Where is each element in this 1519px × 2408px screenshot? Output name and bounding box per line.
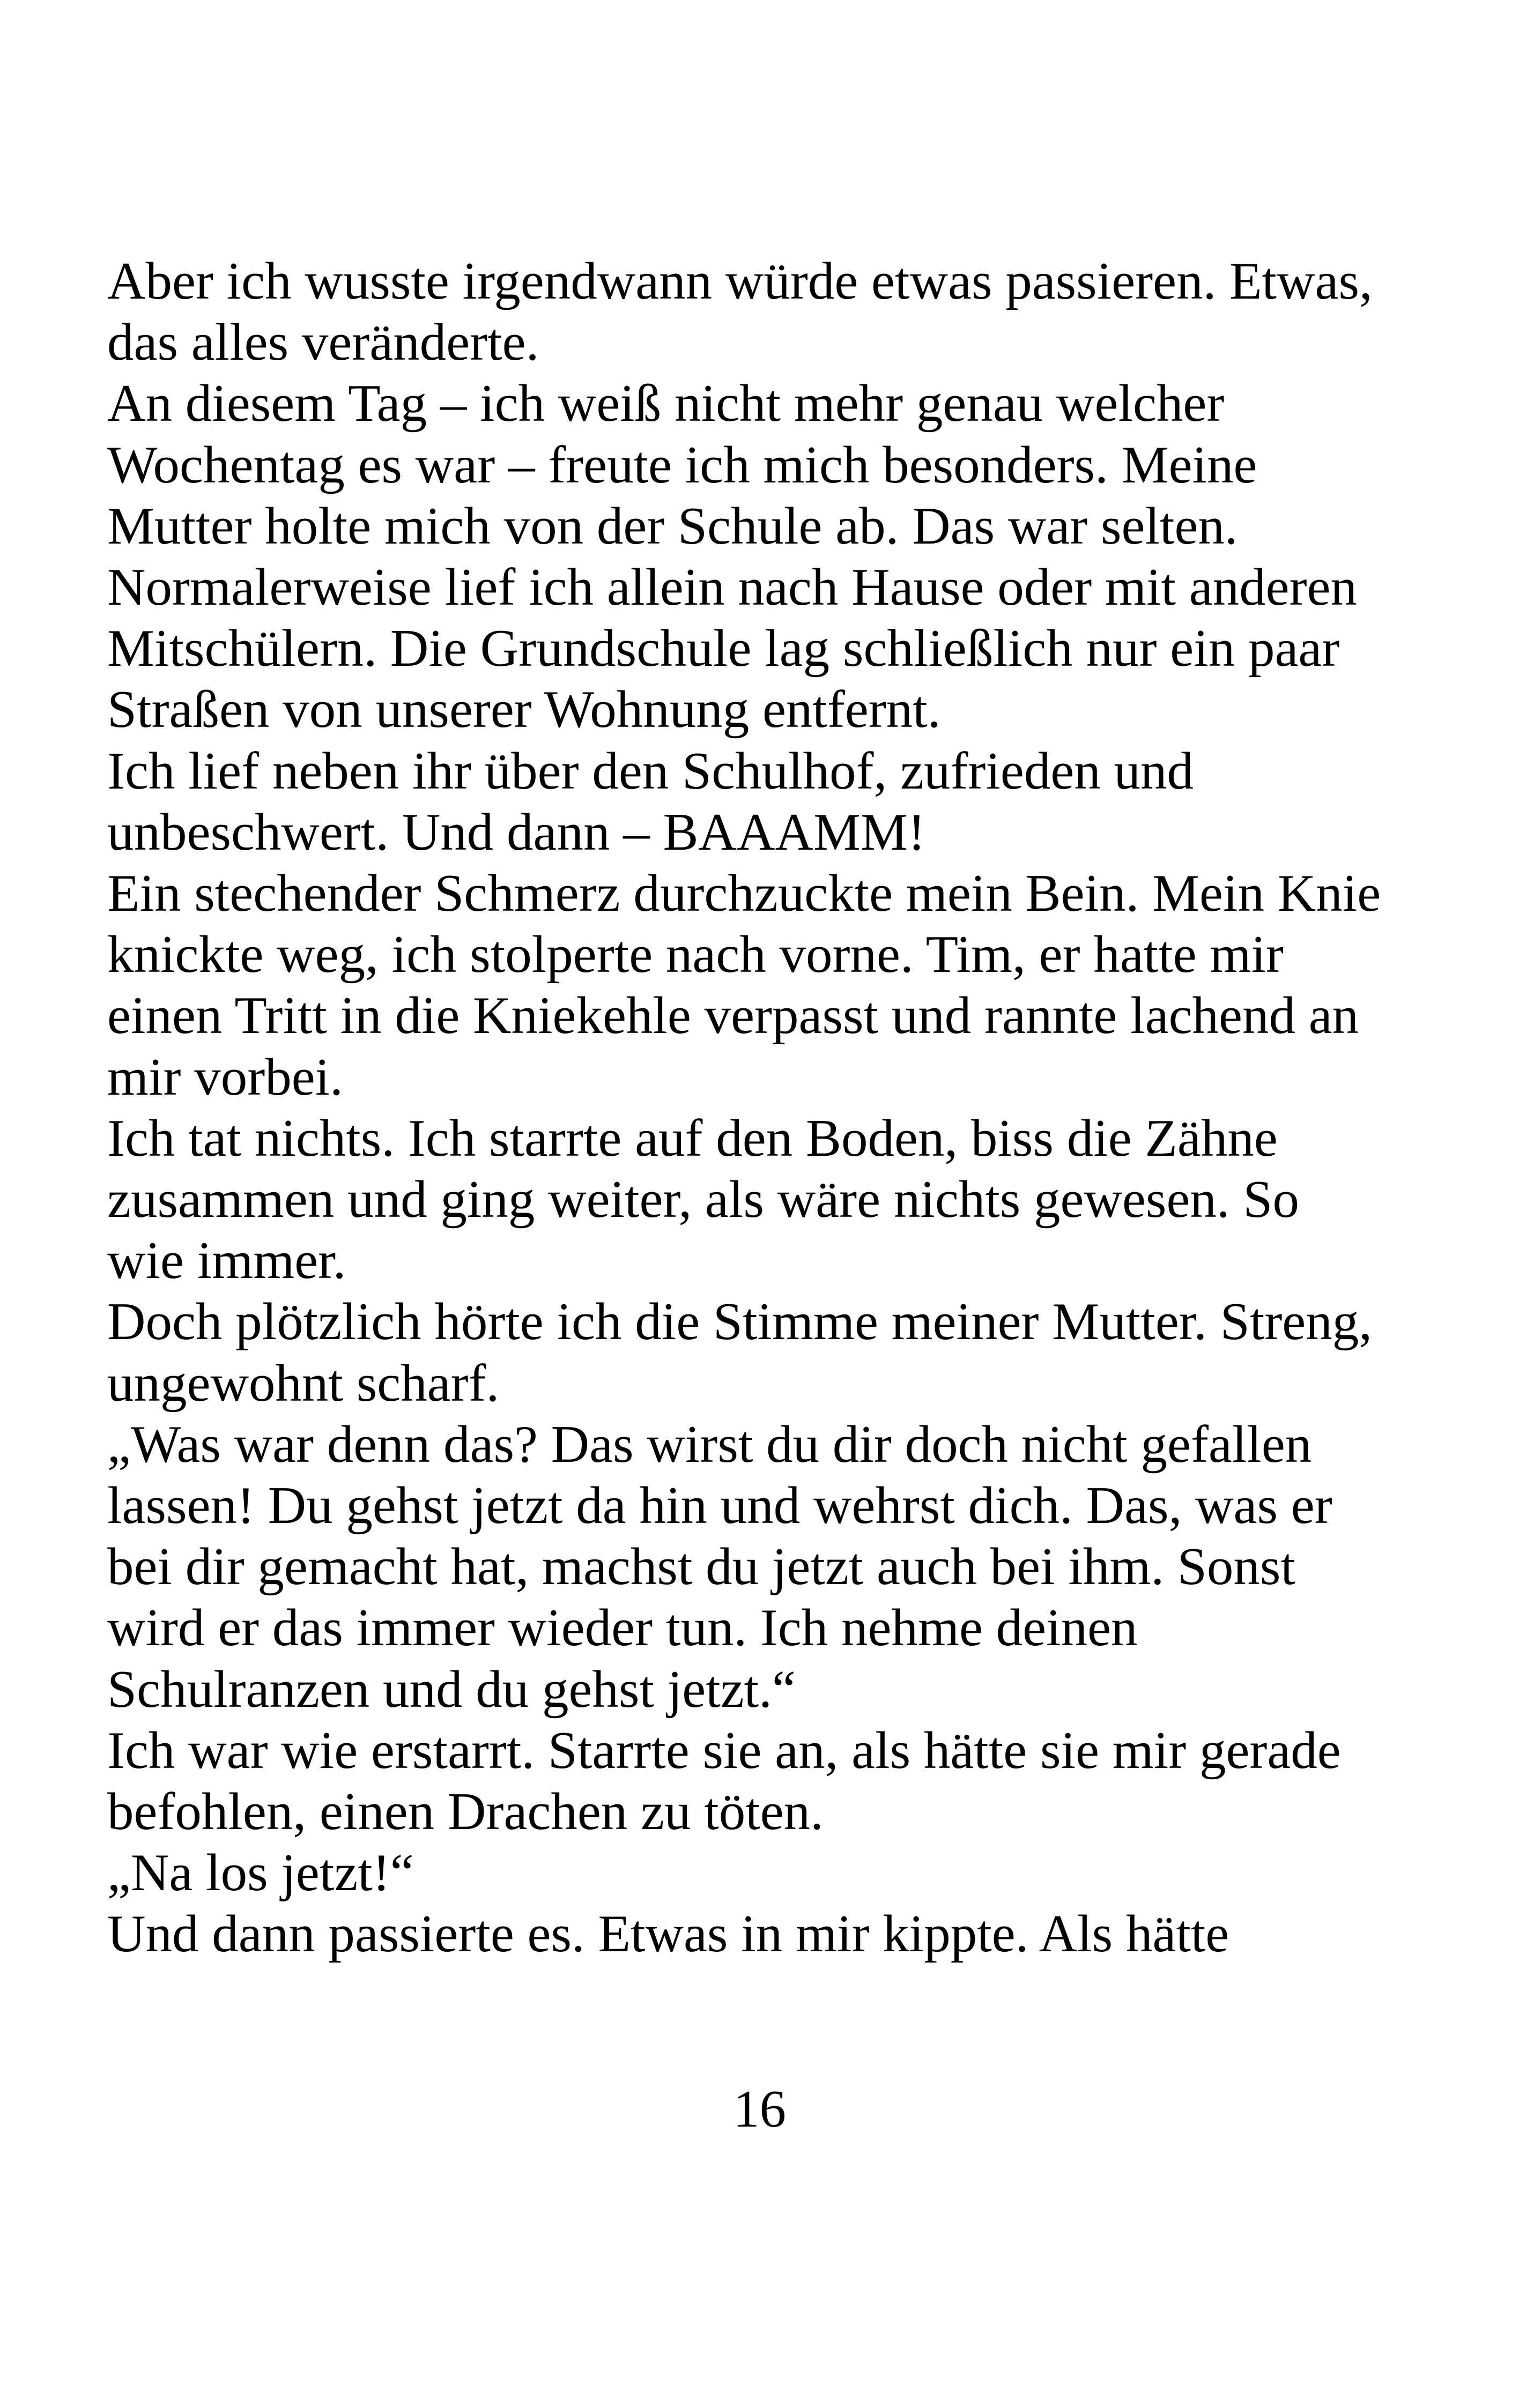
text-line: Normalerweise lief ich allein nach Hause oder mit anderen xyxy=(107,558,1357,617)
text-line: unbeschwert. Und dann – BAAAMM! xyxy=(107,802,926,861)
text-line: Wochentag es war – freute ich mich besonders. Meine xyxy=(107,435,1257,494)
text-line: ungewohnt scharf. xyxy=(107,1354,500,1413)
text-line: bei dir gemacht hat, machst du jetzt auch bei ihm. Sonst xyxy=(107,1537,1295,1596)
text-line: Ich lief neben ihr über den Schulhof, zufrieden und xyxy=(107,741,1194,800)
text-line: einen Tritt in die Kniekehle verpasst und rannte lachend an xyxy=(107,986,1359,1045)
text-line: Schulranzen und du gehst jetzt.“ xyxy=(107,1660,796,1719)
text-line: zusammen und ging weiter, als wäre nichts gewesen. So xyxy=(107,1170,1299,1229)
text-line: befohlen, einen Drachen zu töten. xyxy=(107,1782,824,1841)
text-line: An diesem Tag – ich weiß nicht mehr genau welcher xyxy=(107,374,1225,433)
text-line: Aber ich wusste irgendwann würde etwas passieren. Etwas, xyxy=(107,252,1373,310)
text-line: Straßen von unserer Wohnung entfernt. xyxy=(107,680,941,739)
text-line: Doch plötzlich hörte ich die Stimme meiner Mutter. Streng, xyxy=(107,1292,1372,1351)
text-line: wie immer. xyxy=(107,1231,346,1290)
text-line: „Na los jetzt!“ xyxy=(107,1844,414,1902)
text-line: Mitschülern. Die Grundschule lag schließlich nur ein paar xyxy=(107,619,1340,678)
text-line: Und dann passierte es. Etwas in mir kippte. Als hätte xyxy=(107,1905,1229,1964)
text-line: Ich war wie erstarrt. Starrte sie an, als hätte sie mir gerade xyxy=(107,1721,1341,1780)
text-line: knickte weg, ich stolperte nach vorne. Tim, er hatte mir xyxy=(107,925,1284,984)
text-line: Mutter holte mich von der Schule ab. Das war selten. xyxy=(107,496,1238,555)
text-line: „Was war denn das? Das wirst du dir doch nicht gefallen xyxy=(107,1415,1312,1474)
page-number: 16 xyxy=(733,2080,786,2138)
text-line: Ich tat nichts. Ich starrte auf den Boden, biss die Zähne xyxy=(107,1109,1278,1168)
text-line: wird er das immer wieder tun. Ich nehme deinen xyxy=(107,1599,1138,1658)
text-line: Ein stechender Schmerz durchzuckte mein Bein. Mein Knie xyxy=(107,864,1381,923)
text-line: lassen! Du gehst jetzt da hin und wehrst dich. Das, was er xyxy=(107,1476,1332,1535)
text-line: das alles veränderte. xyxy=(107,313,539,372)
page-body-text xyxy=(107,251,1437,1965)
text-line: mir vorbei. xyxy=(107,1047,343,1106)
